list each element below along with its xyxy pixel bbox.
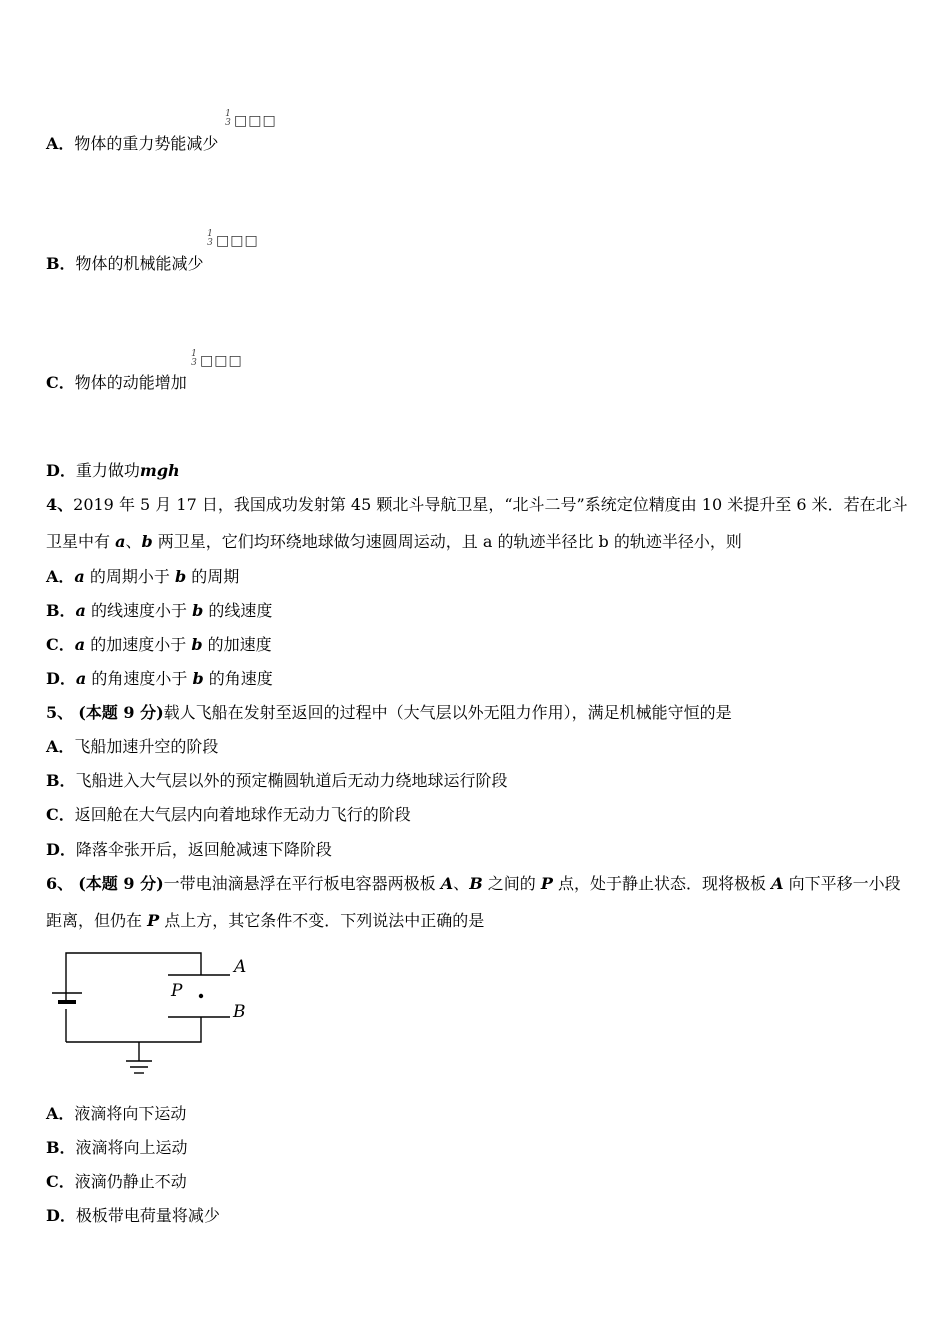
q3-option-c-fraction: 1 3 <box>191 349 197 368</box>
q6-option-c: C．液滴仍静止不动 <box>46 1172 187 1191</box>
q6-option-b: B．液滴将向上运动 <box>46 1138 188 1157</box>
label-a: A <box>234 957 247 977</box>
label-p: P <box>171 981 183 1001</box>
q4-stem-line2: 卫星中有 a、b 两卫星，它们均环绕地球做匀速圆周运动，且 a 的轨迹半径比 b 的轨迹半径小，则 <box>46 532 742 551</box>
q3-option-c: C．物体的动能增加 <box>46 373 187 392</box>
wire-bottom <box>66 1017 201 1042</box>
q3-option-b: B．物体的机械能减少 <box>46 254 204 273</box>
q4-option-d: D．a 的角速度小于 b 的角速度 <box>46 669 273 688</box>
q5-option-a: A．飞船加速升空的阶段 <box>46 737 219 756</box>
q3-option-a: A．物体的重力势能减少 <box>46 134 219 153</box>
capacitor-circuit-diagram <box>46 945 266 1085</box>
q5-stem: 5、 (本题 9 分)载人飞船在发射至返回的过程中（大气层以外无阻力作用），满足机械能守恒的是 <box>46 703 732 722</box>
label-b: B <box>233 1002 246 1022</box>
q3-option-d: D．重力做功mgh <box>46 461 180 480</box>
q4-option-c: C．a 的加速度小于 b 的加速度 <box>46 635 272 654</box>
q6-option-d: D．极板带电荷量将减少 <box>46 1206 220 1225</box>
q4-option-a: A．a 的周期小于 b 的周期 <box>46 567 240 586</box>
q3-option-a-missing-glyphs: □□□ <box>234 113 277 129</box>
q4-option-b: B．a 的线速度小于 b 的线速度 <box>46 601 273 620</box>
q6-stem-line2: 距离，但仍在 P 点上方，其它条件不变．下列说法中正确的是 <box>46 911 485 930</box>
q6-option-a: A．液滴将向下运动 <box>46 1104 187 1123</box>
q6-stem-line1: 6、 (本题 9 分)一带电油滴悬浮在平行板电容器两极板 A、B 之间的 P 点，处于静止状态．现将极板 A 向下平移一小段 <box>46 874 901 893</box>
q5-option-b: B．飞船进入大气层以外的预定椭圆轨道后无动力绕地球运行阶段 <box>46 771 508 790</box>
q3-option-b-fraction: 1 3 <box>207 229 213 248</box>
q3-option-c-missing-glyphs: □□□ <box>200 353 243 369</box>
oil-drop-point-p <box>199 994 203 998</box>
q3-option-b-missing-glyphs: □□□ <box>216 233 259 249</box>
q5-option-c: C．返回舱在大气层内向着地球作无动力飞行的阶段 <box>46 805 411 824</box>
q5-option-d: D．降落伞张开后，返回舱减速下降阶段 <box>46 840 332 859</box>
q4-stem-line1: 4、2019 年 5 月 17 日，我国成功发射第 45 颗北斗导航卫星，“北斗二号”系统定位精度由 10 米提升至 6 米．若在北斗 <box>46 495 908 514</box>
q3-option-a-fraction: 1 3 <box>225 109 231 128</box>
